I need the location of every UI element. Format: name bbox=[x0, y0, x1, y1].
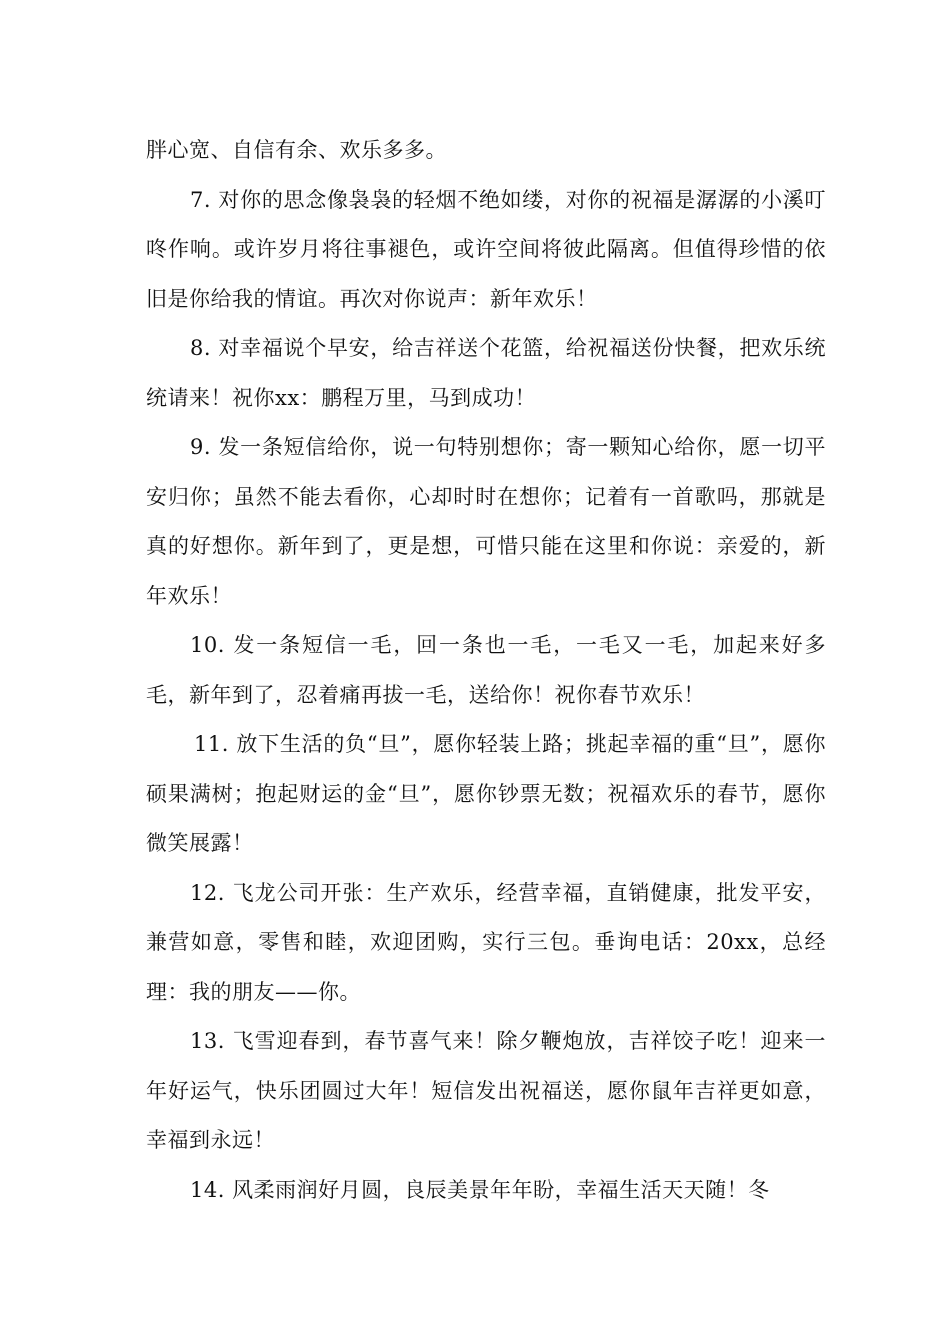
paragraph-item-8: 8. 对幸福说个早安，给吉祥送个花篮，给祝福送份快餐，把欢乐统统请来！祝你xx：鹏程万里，马到成功！ bbox=[146, 336, 826, 410]
paragraph-continuation: 胖心宽、自信有余、欢乐多多。 bbox=[146, 138, 447, 162]
paragraph-item-10: 10. 发一条短信一毛，回一条也一毛，一毛又一毛，加起来好多毛，新年到了，忍着痛再拔一毛，送给你！祝你春节欢乐！ bbox=[146, 633, 826, 707]
paragraph-item-9: 9. 发一条短信给你，说一句特别想你；寄一颗知心给你，愿一切平安归你；虽然不能去看你，心却时时在想你；记着有一首歌吗，那就是真的好想你。新年到了，更是想，可惜只能在这里和你说：亲爱的，新年欢乐！ bbox=[146, 435, 826, 608]
paragraph-item-12: 12. 飞龙公司开张：生产欢乐，经营幸福，直销健康，批发平安，兼营如意，零售和睦，欢迎团购，实行三包。垂询电话：20xx，总经理：我的朋友——你。 bbox=[146, 880, 826, 1004]
paragraph-item-14: 14. 风柔雨润好月圆，良辰美景年年盼，幸福生活天天随！冬 bbox=[190, 1177, 770, 1202]
paragraph-item-7: 7. 对你的思念像袅袅的轻烟不绝如缕，对你的祝福是潺潺的小溪叮咚作响。或许岁月将往事褪色，或许空间将彼此隔离。但值得珍惜的依旧是你给我的情谊。再次对你说声：新年欢乐！ bbox=[146, 187, 826, 311]
body-text bbox=[146, 126, 826, 1215]
paragraph-item-11: 11. 放下生活的负“旦”，愿你轻装上路；挑起幸福的重“旦”，愿你硕果满树；抱起财运的金“旦”，愿你钞票无数；祝福欢乐的春节，愿你微笑展露！ bbox=[146, 732, 826, 855]
paragraph-item-13: 13. 飞雪迎春到，春节喜气来！除夕鞭炮放，吉祥饺子吃！迎来一年好运气，快乐团圆过大年！短信发出祝福送，愿你鼠年吉祥更如意，幸福到永远！ bbox=[146, 1029, 826, 1152]
